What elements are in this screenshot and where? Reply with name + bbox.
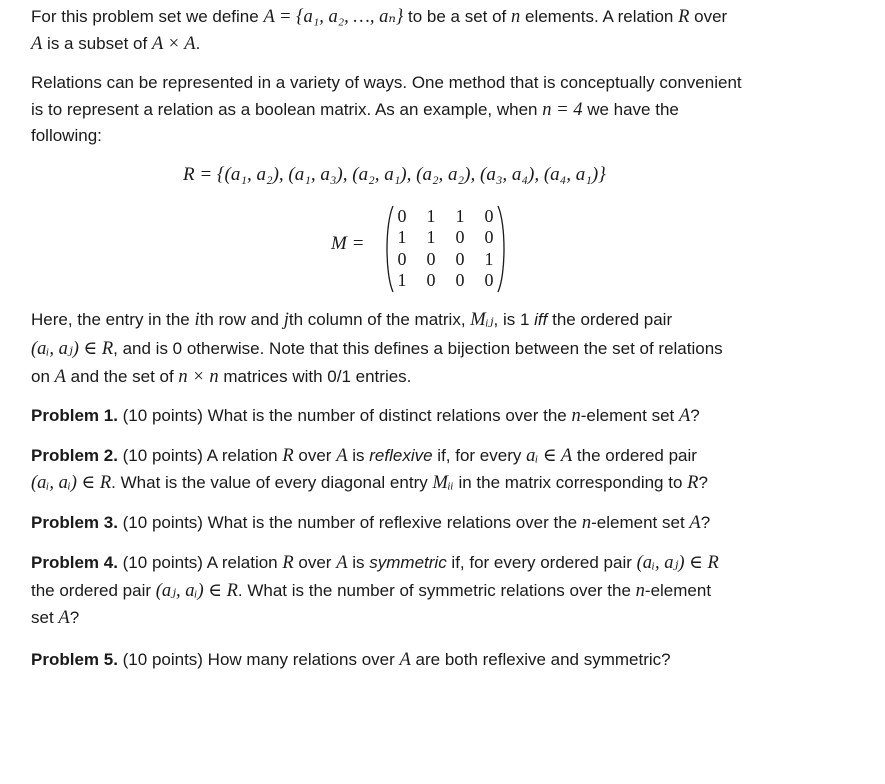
math-j: j (283, 310, 289, 330)
text: -element set (591, 513, 690, 532)
math-AxA: A × A (151, 34, 196, 54)
problem-2-line-2 (31, 472, 708, 494)
matrix-cell: 0 (484, 270, 494, 290)
text: if, for every ordered pair (446, 553, 637, 572)
matrix-cell: 1 (426, 206, 436, 226)
text: (10 points) A relation (117, 553, 283, 572)
text: is to represent a relation as a boolean matrix. As an example, when (31, 100, 543, 119)
matrix-label: M = (331, 233, 365, 254)
text: are both reflexive and symmetric? (410, 650, 671, 669)
math-A: A (31, 34, 43, 54)
text: -element (644, 581, 712, 600)
problem-2-line-1 (31, 445, 697, 467)
text: elements. A relation (520, 7, 679, 26)
intro-line-1 (31, 6, 727, 28)
text: ? (698, 473, 708, 492)
math-i: i (194, 310, 200, 330)
math-R: R (687, 473, 699, 493)
problem-1 (31, 405, 700, 427)
text: we have the (582, 100, 679, 119)
text: in the matrix corresponding to (453, 473, 688, 492)
matrix-cell: 1 (426, 227, 436, 247)
para2-line-1: Relations can be represented in a variety of ways. One method that is conceptually convenient (31, 73, 742, 92)
intro-line-2 (31, 33, 200, 55)
problem-4-line-2 (31, 580, 711, 602)
text: (10 points) What is the number of reflexive relations over the (117, 513, 582, 532)
matrix-cell: 0 (426, 249, 436, 269)
math-A: A (336, 446, 348, 466)
text: Here, the entry in the (31, 310, 195, 329)
math-pair: (aᵢ, aᵢ) ∈ R (31, 473, 112, 493)
right-paren-icon (495, 204, 509, 294)
para2-line-2 (31, 99, 679, 121)
matrix-cell: 1 (397, 227, 407, 247)
text: (10 points) How many relations over (117, 650, 400, 669)
text: . What is the number of symmetric relations over the (237, 581, 636, 600)
matrix-cell: 0 (484, 206, 494, 226)
problem-4-line-1 (31, 552, 719, 574)
math-pair: (aᵢ, aⱼ) ∈ R (31, 339, 114, 359)
reflexive-emphasis: reflexive (369, 446, 433, 465)
text: to be a set of (403, 7, 512, 26)
matrix-cell: 0 (484, 227, 494, 247)
text: ? (700, 513, 711, 532)
text: the ordered pair (31, 581, 156, 600)
text: over (293, 446, 337, 465)
math-R: R (678, 7, 690, 27)
text: th column of the matrix, (288, 310, 471, 329)
matrix-cell: 0 (397, 206, 407, 226)
math-nxn: n × n (178, 367, 219, 387)
math-ai-in-A: aᵢ ∈ A (526, 446, 573, 466)
text: and the set of (65, 367, 179, 386)
math-Mij: Mᵢⱼ (470, 310, 494, 330)
matrix-cell: 1 (455, 206, 465, 226)
problem-label: Problem 1. (31, 406, 118, 425)
left-paren-icon (382, 204, 396, 294)
math-n: n (571, 406, 581, 426)
math-A: A (58, 608, 70, 628)
text: is a subset of (42, 34, 152, 53)
math-A: A (54, 367, 66, 387)
text: th row and (199, 310, 284, 329)
matrix-cell: 0 (455, 249, 465, 269)
math-pair: (aᵢ, aⱼ) ∈ R (636, 553, 719, 573)
text: matrices with 0/1 entries. (218, 367, 412, 386)
matrix-cell: 1 (397, 270, 407, 290)
text: For this problem set we define (31, 7, 264, 26)
text: , is 1 (493, 310, 535, 329)
matrix-cell: 1 (484, 249, 494, 269)
problem-4-line-3 (31, 607, 79, 629)
set-definition: A = {a₁, a₂, …, aₙ} (263, 7, 404, 27)
math-n: n (511, 7, 521, 27)
text: (10 points) A relation (117, 446, 283, 465)
matrix-cell: 0 (397, 249, 407, 269)
math-A: A (399, 650, 411, 670)
matrix-cell: 0 (455, 227, 465, 247)
para3-line-1 (31, 309, 672, 331)
math-R: R (282, 446, 294, 466)
text: ? (690, 406, 700, 425)
text: over (689, 7, 728, 26)
text: -element set (580, 406, 679, 425)
text: , and is 0 otherwise. Note that this defines a bijection between the set of relations (113, 339, 723, 358)
text: . What is the value of every diagonal entry (111, 473, 433, 492)
matrix-cell: 0 (426, 270, 436, 290)
text: ? (69, 608, 80, 627)
iff-emphasis: iff (534, 310, 548, 329)
math-n: n (635, 581, 645, 601)
text: . (195, 34, 201, 53)
text: (10 points) What is the number of distinct relations over the (117, 406, 572, 425)
math-A: A (678, 406, 691, 426)
math-R: R (282, 553, 294, 573)
math-n-eq-4: n = 4 (542, 100, 583, 120)
text: set (31, 608, 59, 627)
problem-3 (31, 512, 710, 534)
symmetric-emphasis: symmetric (369, 553, 447, 572)
problem-label: Problem 3. (31, 513, 118, 532)
matrix-cell: 0 (455, 270, 465, 290)
problem-label: Problem 2. (31, 446, 118, 465)
math-pair: (aⱼ, aᵢ) ∈ R (155, 581, 238, 601)
text: if, for every (432, 446, 527, 465)
text: is (347, 553, 370, 572)
problem-5 (31, 649, 671, 671)
text: the ordered pair (572, 446, 697, 465)
text: over (293, 553, 337, 572)
para3-line-3 (31, 366, 411, 388)
math-A: A (689, 513, 701, 533)
math-Mii: Mᵢᵢ (432, 473, 454, 493)
problem-label: Problem 5. (31, 650, 118, 669)
math-n: n (581, 513, 592, 533)
relation-equation: R = {(a₁, a₂), (a₁, a₃), (a₂, a₁), (a₂, a₂), (a₃, a₄), (a₄, a₁)} (183, 164, 606, 185)
para3-line-2 (31, 338, 723, 360)
text: on (31, 367, 55, 386)
text: the ordered pair (547, 310, 673, 329)
problem-label: Problem 4. (31, 553, 118, 572)
para2-line-3: following: (31, 126, 102, 145)
math-A: A (336, 553, 348, 573)
text: is (347, 446, 370, 465)
